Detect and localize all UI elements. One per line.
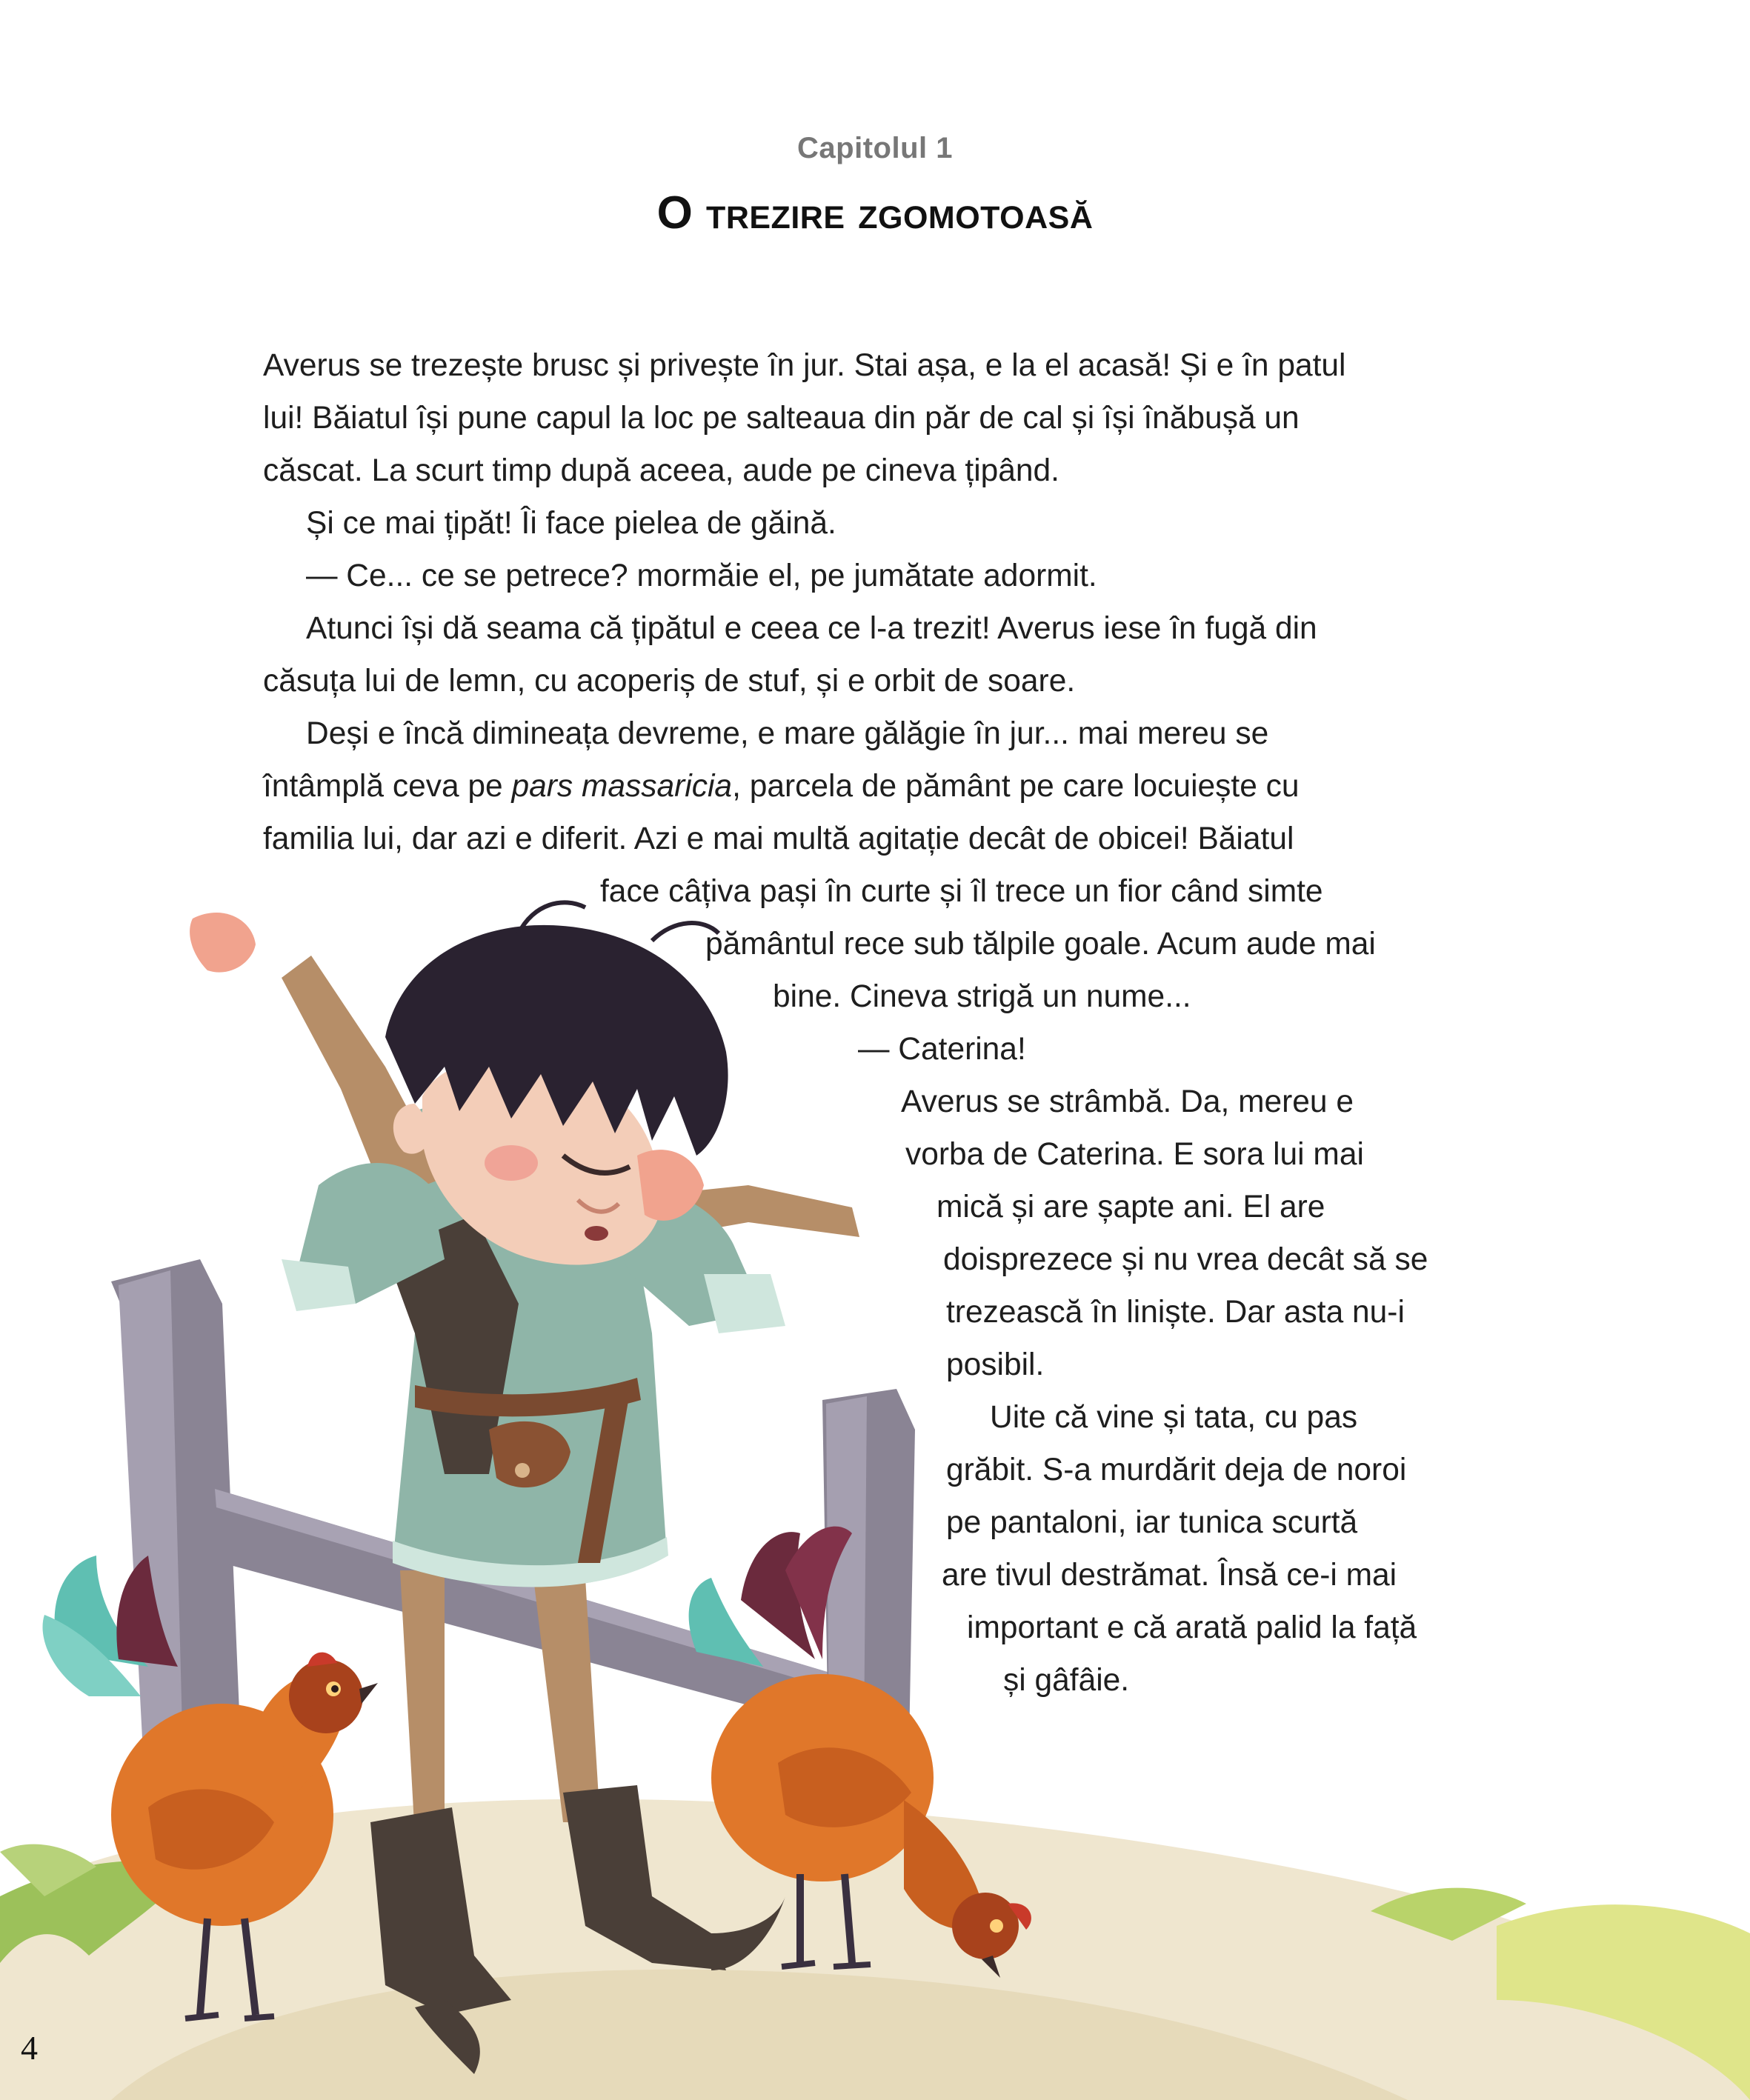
text-line: căscat. La scurt timp după aceea, aude pe cineva țipând. [263,453,1059,488]
text-line: doisprezece și nu vrea decât să se [943,1242,1428,1277]
text-line: căsuța lui de lemn, cu acoperiș de stuf, și e orbit de soare. [263,664,1076,699]
italic-term: pars massaricia [511,769,733,804]
text-line: face câțiva pași în curte și îl trece un fior când simte [600,874,1323,909]
text-line: pământul rece sub tălpile goale. Acum aude mai [705,927,1376,961]
page-number: 4 [21,2029,38,2067]
text-line: trezească în liniște. Dar asta nu-i [946,1295,1405,1330]
boy-leg-left [400,1570,445,1837]
text-line: are tivul destrămat. Însă ce-i mai [942,1558,1397,1593]
text-line: vorba de Caterina. E sora lui mai [905,1137,1364,1172]
boy-yawning-with-chickens-illustration [0,852,1750,2100]
text-line: lui! Băiatul își pune capul la loc pe salteaua din păr de cal și își înăbușă un [263,401,1300,436]
boy-cuff-raised [282,1259,356,1311]
text-line: mică și are șapte ani. El are [936,1190,1325,1224]
text-line: posibil. [946,1347,1045,1382]
boy-mouth [585,1226,608,1241]
chapter-title: O trezire zgomotoasă [656,187,1094,239]
text-line: Și ce mai țipăt! Îi face pielea de găină. [306,506,836,541]
hen-right-head [952,1893,1019,1959]
text-line: bine. Cineva strigă un nume... [773,979,1191,1014]
text-line: și gâfâie. [1003,1663,1130,1698]
text-line: Deși e încă dimineața devreme, e mare gălăgie în jur... mai mereu se [306,716,1269,751]
boy-pouch-button [515,1463,530,1478]
text-line: — Ce... ce se petrece? mormăie el, pe jumătate adormit. [306,559,1097,593]
boy-cheek [485,1145,538,1181]
boy-hair-strand-2 [652,923,719,941]
hen-left-head [289,1659,363,1733]
hen-left-beak [359,1683,378,1704]
boy-cuff-bent [704,1274,785,1333]
hen-left-pupil [331,1685,339,1693]
text-line: grăbit. S-a murdărit deja de noroi [946,1453,1407,1487]
text-line [263,766,1300,807]
text-line: pe pantaloni, iar tunica scurtă [946,1505,1358,1540]
text-line: Averus se trezește brusc și privește în jur. Stai așa, e la el acasă! Și e în patul [263,348,1346,383]
text-fragment: , parcela de pământ pe care locuiește cu [732,769,1300,804]
text-line: important e că arată palid la față [967,1610,1417,1645]
text-line: Uite că vine și tata, cu pas [990,1400,1358,1435]
text-line: Averus se strâmbă. Da, mereu e [901,1084,1354,1119]
text-fragment: întâmplă ceva pe [263,769,512,804]
boy-hand-raised [190,913,256,973]
chapter-label: Capitolul 1 [797,132,953,164]
text-line: Atunci își dă seama că țipătul e ceea ce l-a trezit! Averus iese în fugă din [306,611,1317,646]
hen-right-eye [990,1919,1003,1933]
text-line: — Caterina! [858,1032,1026,1067]
text-line: familia lui, dar azi e diferit. Azi e mai multă agitație decât de obicei! Băiatul [263,821,1294,856]
